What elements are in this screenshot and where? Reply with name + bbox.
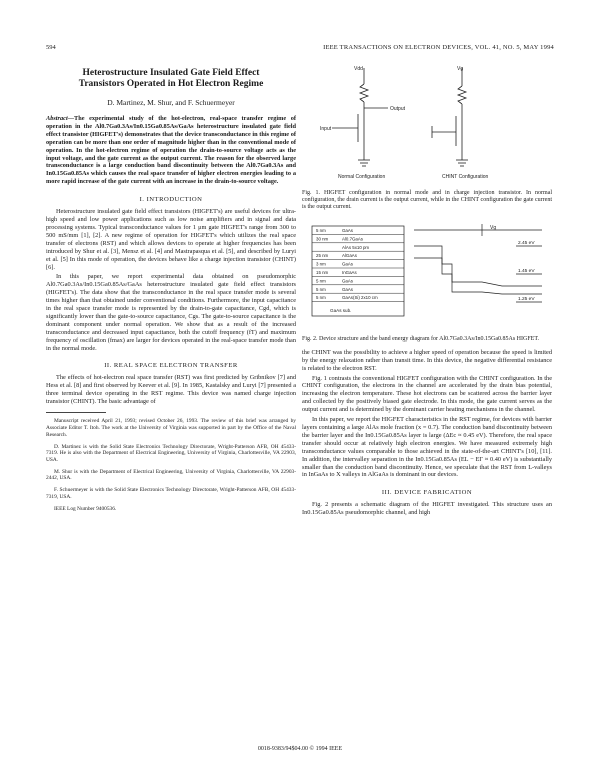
figure-1 <box>302 62 552 212</box>
layer-material: InGaAs <box>342 269 357 275</box>
footnote-martinez: D. Martinez is with the Solid State Electronics Technology Directorate, Wright-Patterson AFB, OH 45433-7319. He is also with the Department of Electrical Engineering, University of Virginia, Charlottesville, VA 22903, USA. <box>46 443 296 463</box>
title-line-1: Heterostructure Insulated Gate Field Effect <box>82 68 260 78</box>
normal-config-circuit <box>332 68 388 166</box>
layer-thickness: 5 nm <box>316 286 326 292</box>
copyright-footer: 0018-9383/94$04.00 © 1994 IEEE <box>257 746 343 752</box>
authors: D. Martinez, M. Shur, and F. Schuermeyer <box>107 98 235 107</box>
footnote-schuermeyer: F. Schuermeyer is with the Solid State Electronics Technology Directorate, Wright-Patterson AFB, OH 45433-7319, USA. <box>46 487 296 500</box>
footnote-manuscript: Manuscript received April 21, 1993; revised October 26, 1993. The review of this brief was arranged by Associate Editor T. Itoh. The work at the University of Virginia was supported in part by the Office of the Naval Research. <box>46 418 296 438</box>
figure-2-diagram <box>302 220 552 328</box>
layer-stack <box>312 226 404 316</box>
layer-thickness: 25 nm <box>316 252 329 258</box>
rst-paragraph-1: The effects of hot-electron real space transfer (RST) was first predicted by Gribnikov [7] and Hess et al. [8] and first observed by Keever et al. [9]. In 1985, Kastalsky and Luryi [7] presented a three terminal device operating in the RST regime. This device was named charge injection transistor (CHINT). The basic advantage of <box>46 374 296 406</box>
right-paragraph-1: the CHINT was the possibility to achieve a higher speed of operation because the speed is limited by the energy relaxation rather than transit time. In this device, the negative differential resistance is related to the electron RST. <box>302 348 552 372</box>
substrate-label: GaAs sub. <box>330 307 352 313</box>
layer-thickness: 3 nm <box>316 261 326 267</box>
page-number: 594 <box>46 44 56 51</box>
fig2-vg-label: Vg <box>490 224 497 231</box>
vdd-label-left: Vdd <box>354 66 363 72</box>
output-label: Output <box>390 106 406 112</box>
abstract-label: Abstract— <box>46 115 74 122</box>
right-column <box>302 62 552 519</box>
abstract-text: The experimental study of the hot-electron, real-space transfer regime of operation in the Al0.7Ga0.3As/In0.15Ga0.85As/GaAs heterostructure insulated gate field effect transistor (HIGFET's) demonstrates that the device transconductance in this regime of operation can be more than one order of magnitude higher than in the conventional mode of operation. In the hot-electron regime of operation the drain-to-source voltage acts as the input voltage, and the gate current as the output current. The reason for the observed large transconductance is a large conduction band discontinuity between the Al0.7Ga0.3As and In0.15Ga0.85As which causes the real space transfer of higher electron energies leading to a more rapid increase of the gate current with an increase in the drain-to-source voltage. <box>46 115 296 186</box>
intro-paragraph-2: In this paper, we report experimental data obtained on pseudomorphic Al0.7Ga0.3As/In0.15Ga0.85As/GaAs heterostructure insulated gate field effect transistors (HIGFET's). The data show that the transconductance in the real space transfer mode is several times higher than that obtained under conventional conditions. Furthermore, the input capacitance in the real space transfer mode is represented by the drain-to-gate capacitance, Cgd, which is significantly lower than the gate-to-source capacitance, Cgs. The gate-to-source capacitance is the dominant component under normal operation. We show that as a result of the increased transconductance and decreased input capacitance, both the cutoff frequency (fT) and maximum frequency of oscillation (fmax) are larger for devices operated in the real-space transfer mode than in the normal mode. <box>46 273 296 352</box>
band-diagram <box>414 224 542 302</box>
footnote-divider <box>46 412 106 413</box>
energy-label-1: 2.45 eV <box>518 240 535 246</box>
paper-title <box>46 68 296 90</box>
layer-thickness: 5 nm <box>316 294 326 300</box>
vg-label: Vg <box>457 66 464 72</box>
layer-thickness: 5 nm <box>316 227 326 233</box>
running-header: IEEE TRANSACTIONS ON ELECTRON DEVICES, VOL. 41, NO. 5, MAY 1994 <box>323 44 554 51</box>
left-column <box>46 62 296 518</box>
input-label: Input <box>320 126 332 132</box>
chint-config-circuit <box>432 68 468 166</box>
layer-material: GaAs <box>342 278 353 284</box>
layer-thickness: 5 nm <box>316 278 326 284</box>
layer-material: GaAs <box>342 227 353 233</box>
figure-2 <box>302 220 552 343</box>
intro-paragraph-1: Heterostructure insulated gate field effect transistors (HIGFET's) are useful devices for ultra-high speed and low power applications such as low noise amplifiers and in signal and data processing systems. Typical transconductance values for 1 μm gate HIGFET's range from 300 to 500 mS/mm [1], [2]. A new regime of operation for HIGFET's which utilizes the real space transfer of electrons (RST) and which allows devices to operate at higher frequencies has been introduced by Shur et al. [3], Mensz et al. [4] and Mastrapasqua et al. [5], and described by Luryi et al. [5] In this mode of operation, the devices behave like a charge injection transistor (CHINT) [6]. <box>46 208 296 271</box>
abstract <box>46 115 296 186</box>
right-paragraph-2: Fig. 1 contrasts the conventional HIGFET configuration with the CHINT configuration. In the CHINT configuration, the electrons in the channel are accelerated by the drain bias potential, increasing the electron temperature. These hot electrons can be scattered across the barrier layer and collected by the positively biased gate electrode. In this mode, the gate current serves as the output current and is determined by the dominant carrier heating mechanisms in the channel. <box>302 374 552 414</box>
title-line-2: Transistors Operated in Hot Electron Regime <box>78 79 264 89</box>
layer-thickness: 15 nm <box>316 269 329 275</box>
layer-material: AlGaAs <box>342 252 357 258</box>
figure-2-caption: Fig. 2. Device structure and the band energy diagram for Al0.7Ga0.3As/In0.15Ga0.85As HIGFET. <box>302 335 540 342</box>
right-paragraph-3: In this paper, we report the HIGFET characteristics in the RST regime, for devices with barrier layers containing a large AlAs mole fraction (x = 0.7). The conduction band discontinuity between the barrier layer and the In0.15Ga0.85As layer is large (ΔEc ≈ 0.45 eV). Therefore, the real space transfer should occur at relatively high electron energies. We have measured extremely high transconductance values comparable to those achieved in the state-of-the-art CHINT's [10], [11]. In addition, the intervalley separation in the In0.15Ga0.85As (EL − EΓ ≈ 0.40 eV) is substantially smaller than the conduction band discontinuity. Hence, we speculate that the RST from L-valleys in InGaAs to X valleys in AlGaAs is dominant in our devices. <box>302 416 552 479</box>
layer-material: GaAs(Si) 2x10 cm <box>342 294 378 300</box>
figure-1-caption: Fig. 1. HIGFET configuration in normal mode and in charge injection transistor. In normal configuration, the drain current is the output current, while in the CHINT configuration the gate current is the output current. <box>302 190 552 211</box>
section-heading-introduction: I. INTRODUCTION <box>139 196 203 204</box>
energy-label-2: 1.45 eV <box>518 268 535 274</box>
section-heading-device-fabrication: III. DEVICE FABRICATION <box>381 489 473 497</box>
layer-material: AlAs 5x10 pm <box>342 244 370 250</box>
layer-thickness: 30 nm <box>316 236 329 242</box>
layer-material: GaAs <box>342 286 353 292</box>
layer-material: Al0.7GaAs <box>342 236 363 242</box>
footnote-log-number: IEEE Log Number 9400536. <box>54 505 117 512</box>
section-heading-rst: II. REAL SPACE ELECTRON TRANSFER <box>104 362 238 370</box>
chint-config-label: CHINT Configuration <box>442 174 489 180</box>
footnote-shur: M. Shur is with the Department of Electrical Engineering, University of Virginia, Charlottesville, VA 22903-2442, USA. <box>46 468 296 482</box>
normal-config-label: Normal Configuration <box>338 174 386 180</box>
right-paragraph-4: Fig. 2 presents a schematic diagram of the HIGFET investigated. This structure uses an In0.15Ga0.85As pseudomorphic channel, and high <box>302 501 552 517</box>
figure-1-schematic <box>302 62 552 182</box>
energy-label-3: 1.25 eV <box>518 296 535 302</box>
layer-material: GaAs <box>342 261 353 267</box>
